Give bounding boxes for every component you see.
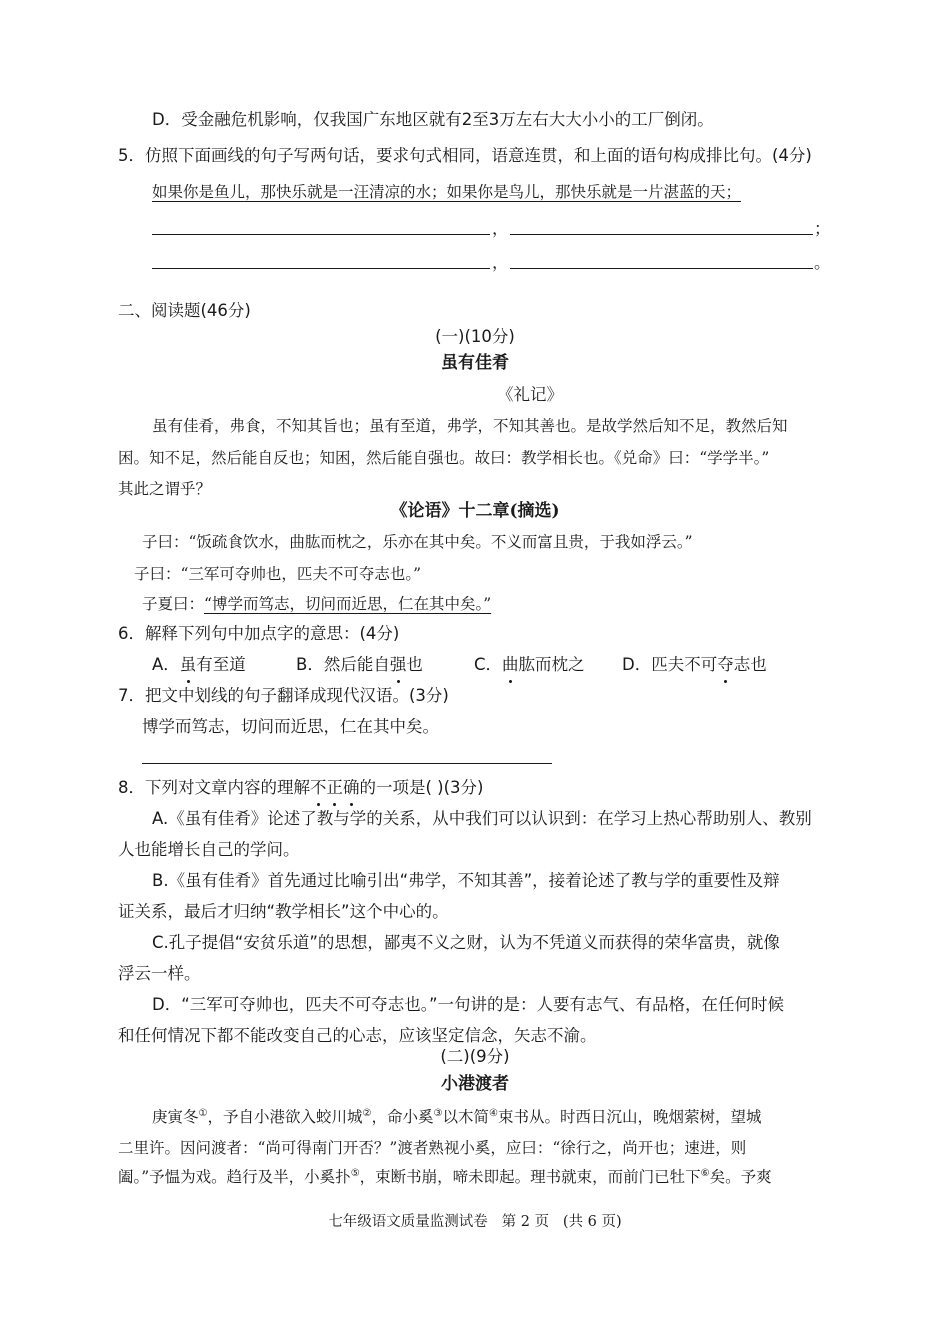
q6-option-a: A．虽有至道 <box>152 655 246 674</box>
text-3-line-3: 阖。”予愠为戏。趋行及半，小奚扑⑤，束断书崩，啼未即起。理书就束，而前门已牡下⑥矣。予爽 <box>118 1168 772 1186</box>
text-1-title: 虽有佳肴 <box>441 353 509 373</box>
q8-option-d-line-2: 和任何情况下都不能改变自己的心志，应该坚定信念，矢志不渝。 <box>118 1026 597 1045</box>
q7-sentence: 博学而笃志，切问而近思，仁在其中矣。 <box>142 717 439 736</box>
footnote-ref: ② <box>362 1108 372 1119</box>
lunyu-line-1: 子曰：“饭疏食饮水，曲肱而枕之，乐亦在其中矣。不义而富且贵，于我如浮云。” <box>142 533 693 551</box>
q6-option-c: C．曲肱而枕之 <box>474 655 585 674</box>
q8-stem: 8．下列对文章内容的理解不正确的一项是( )(3分) <box>118 778 484 797</box>
q5-answer-blank-1[interactable] <box>152 234 490 235</box>
footnote-ref: ④ <box>488 1108 498 1119</box>
q8-option-c-line-2: 浮云一样。 <box>118 964 201 983</box>
footnote-ref: ⑤ <box>350 1168 360 1179</box>
q7-stem: 7．把文中划线的句子翻译成现代汉语。(3分) <box>118 686 449 705</box>
footnote-ref: ③ <box>433 1108 443 1119</box>
footnote-ref: ⑥ <box>700 1168 710 1179</box>
text-1-source: 《礼记》 <box>497 385 563 404</box>
q8-option-a-line-2: 人也能增长自己的学问。 <box>118 840 300 859</box>
dotted-char: 曲 <box>502 655 519 674</box>
q5-semicolon: ； <box>814 219 831 238</box>
part-1-header: (一)(10分) <box>435 327 515 346</box>
lunyu-line-3 <box>142 593 491 615</box>
q8-option-a-line-1: A.《虽有佳肴》论述了教与学的关系，从中我们可以认识到：在学习上热心帮助别人、教别 <box>152 809 812 828</box>
q8-option-b-line-1: B.《虽有佳肴》首先通过比喻引出“弗学，不知其善”，接着论述了教与学的重要性及辩 <box>152 871 780 890</box>
section-2-title: 二、阅读题(46分) <box>118 301 251 320</box>
page-footer: 七年级语文质量监测试卷 第 2 页 (共 6 页) <box>328 1214 622 1230</box>
q5-comma-2: ， <box>492 253 509 272</box>
text-1-line-3: 其此之谓乎？ <box>118 480 212 498</box>
q5-comma-1: ， <box>492 219 509 238</box>
text-2-title: 《论语》十二章(摘选) <box>390 501 560 521</box>
lunyu-line-2: 子曰：“三军可夺帅也，匹夫不可夺志也。” <box>134 565 422 583</box>
q5-answer-blank-4[interactable] <box>510 268 813 269</box>
q8-option-b-line-2: 证关系，最后才归纳“教学相长”这个中心的。 <box>118 902 449 921</box>
dotted-char: 虽 <box>179 655 197 674</box>
q5-answer-blank-2[interactable] <box>510 234 813 235</box>
text-1-line-2: 困。知不足，然后能自反也；知困，然后能自强也。故曰：教学相长也。《兑命》曰：“学学半。” <box>118 449 770 467</box>
q6-option-d: D．匹夫不可夺志也 <box>622 655 767 674</box>
part-2-header: (二)(9分) <box>440 1047 510 1066</box>
q5-answer-blank-3[interactable] <box>152 268 490 269</box>
q6-stem: 6．解释下列句中加点字的意思：(4分) <box>118 624 400 643</box>
q8-option-c-line-1: C.孔子提倡“安贫乐道”的思想，鄙夷不义之财，认为不凭道义而获得的荣华富贵，就像 <box>152 933 780 952</box>
q4-option-d: D．受金融危机影响，仅我国广东地区就有2至3万左右大大小小的工厂倒闭。 <box>152 110 714 129</box>
text-1-line-1: 虽有佳肴，弗食，不知其旨也；虽有至道，弗学，不知其善也。是故学然后知不足，教然后知 <box>152 417 788 435</box>
text-3-line-1: 庚寅冬①，予自小港欲入蛟川城②，命小奚③以木简④束书从。时西日沉山，晚烟萦树，望城 <box>152 1108 762 1126</box>
text-3-line-2: 二里许。因问渡者：“尚可得南门开否？”渡者熟视小奚，应曰：“徐行之，尚开也；速进，则 <box>118 1139 747 1157</box>
q5-example-sentence: 如果你是鱼儿，那快乐就是一汪清凉的水；如果你是鸟儿，那快乐就是一片湛蓝的天； <box>152 183 742 201</box>
lunyu-line-3-speaker: 子夏曰： <box>142 595 205 613</box>
q6-option-b: B．然后能自强也 <box>296 655 423 674</box>
text-3-title: 小港渡者 <box>441 1074 509 1094</box>
underlined-sentence: “博学而笃志，切问而近思，仁在其中矣。” <box>204 595 492 613</box>
q8-option-d-line-1: D．“三军可夺帅也，匹夫不可夺志也。”一句讲的是：人要有志气、有品格，在任何时候 <box>152 995 785 1014</box>
q7-answer-blank[interactable] <box>142 763 552 764</box>
footnote-ref: ① <box>198 1108 208 1119</box>
dotted-char: 强 <box>389 655 407 674</box>
q5-period: 。 <box>814 253 831 272</box>
dotted-char: 夺 <box>717 655 734 674</box>
q5-stem: 5．仿照下面画线的句子写两句话，要求句式相同，语意连贯，和上面的语句构成排比句。(4分) <box>118 146 812 165</box>
